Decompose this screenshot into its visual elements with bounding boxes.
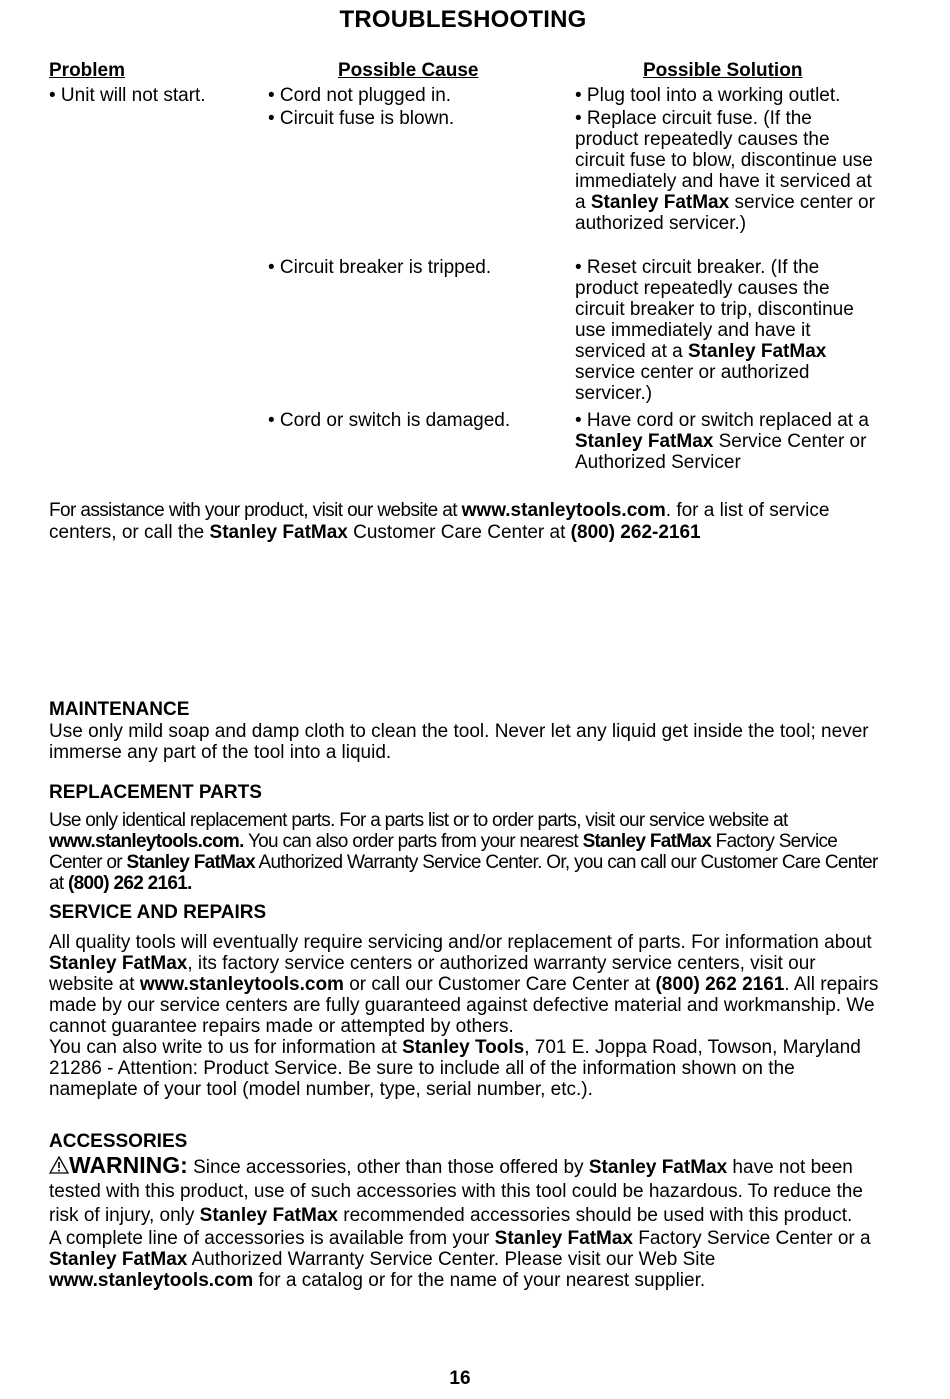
assistance-text: For assistance with your product, visit our website at <box>49 500 462 521</box>
cause-header-word-1: Possible <box>338 60 417 81</box>
website-link[interactable]: www.stanleytools.com. <box>49 831 244 852</box>
brand-name: Stanley FatMax <box>199 1205 338 1226</box>
page-number: 16 <box>449 1368 471 1389</box>
body-text: Authorized Warranty Service Center. Please visit our Web Site <box>187 1249 716 1270</box>
solution-text: • Have cord or switch replaced at a <box>575 410 869 431</box>
brand-name: Stanley FatMax <box>582 831 712 852</box>
body-text: for a catalog or for the name of your nearest supplier. <box>253 1270 706 1291</box>
warning-triangle-icon <box>49 1156 69 1174</box>
solution-cell <box>575 108 875 234</box>
section-heading: SERVICE AND REPAIRS <box>49 902 267 923</box>
solution-text: Service Center or Authorized Servicer <box>575 431 867 473</box>
service-paragraph-1 <box>49 932 879 1037</box>
cause-cell: • Circuit fuse is blown. <box>268 108 455 129</box>
phone-number: (800) 262 2161 <box>655 974 785 995</box>
solution-text: service center or authorized servicer.) <box>575 362 810 404</box>
body-text: A complete line of accessories is available from your <box>49 1228 495 1249</box>
solution-text: • Plug tool into a working outlet. <box>575 85 841 106</box>
brand-name: Stanley Tools <box>402 1037 525 1058</box>
problem-column-header: Problem <box>49 60 126 81</box>
replacement-parts-text <box>49 810 879 894</box>
body-text: Authorized Warranty Service Center. Or, you can call our Customer Care Center at <box>49 852 878 894</box>
section-heading: MAINTENANCE <box>49 699 190 720</box>
brand-name: Stanley FatMax <box>588 1157 728 1178</box>
page-title: TROUBLESHOOTING <box>339 6 587 33</box>
brand-name: Stanley FatMax <box>126 852 256 873</box>
service-repairs-section <box>49 902 879 1100</box>
body-text: You can also order parts from your nearest <box>243 831 583 852</box>
website-link[interactable]: www.stanleytools.com <box>49 1270 254 1291</box>
section-heading: REPLACEMENT PARTS <box>49 782 262 803</box>
assistance-text: . for a list of service centers, or call the <box>49 500 830 543</box>
brand-name: Stanley FatMax <box>688 341 827 362</box>
solution-cell <box>575 257 875 404</box>
assistance-paragraph <box>49 500 879 544</box>
solution-header-word-1: Possible <box>643 60 722 81</box>
body-text: Use only identical replacement parts. For a parts list or to order parts, visit our service website at <box>49 810 788 831</box>
phone-number: (800) 262-2161 <box>570 522 701 543</box>
body-text: , its factory service centers or authorized warranty service centers, visit our website at <box>49 953 816 995</box>
body-text: Factory Service Center or a <box>632 1228 871 1249</box>
body-text: recommended accessories should be used with this product. <box>337 1205 853 1226</box>
cause-cell: • Cord not plugged in. <box>268 85 452 106</box>
problem-cell: • Unit will not start. <box>49 85 206 106</box>
body-text: have not been tested with this product, use of such accessories with this tool could be hazardous. To reduce the risk of injury, only <box>49 1157 863 1226</box>
brand-name: Stanley FatMax <box>209 522 348 543</box>
warning-paragraph <box>49 1153 879 1228</box>
body-text: . All repairs made by our service centers are fully guaranteed against defective material and workmanship. We cannot guarantee repairs made or attempted by others. <box>49 974 879 1037</box>
phone-number: (800) 262 2161. <box>68 873 192 894</box>
website-link[interactable]: www.stanleytools.com <box>461 500 666 521</box>
brand-name: Stanley FatMax <box>590 192 730 213</box>
solution-text: • Replace circuit fuse. (If the product repeatedly causes the circuit fuse to blow, discontinue use immediately and have it serviced at a <box>575 108 873 213</box>
solution-text: service center or authorized servicer.) <box>575 192 875 234</box>
assistance-text: Customer Care Center at <box>347 522 571 543</box>
brand-name: Stanley FatMax <box>49 953 188 974</box>
replacement-parts-section <box>49 782 879 894</box>
brand-name: Stanley FatMax <box>49 1249 188 1270</box>
solution-cell <box>575 410 875 473</box>
body-text: You can also write to us for information at <box>49 1037 403 1058</box>
solution-column-header <box>643 60 802 81</box>
body-text: or call our Customer Care Center at <box>343 974 656 995</box>
body-text: , 701 E. Joppa Road, Towson, Maryland 21286 - Attention: Product Service. Be sure to include all of the information shown on the nameplate of your tool (model number, type, serial number, etc.). <box>49 1037 861 1100</box>
warning-label: WARNING: <box>69 1152 188 1178</box>
solution-header-word-2: Solution <box>726 60 803 81</box>
body-text: Since accessories, other than those offered by <box>187 1157 589 1178</box>
body-text: All quality tools will eventually require servicing and/or replacement of parts. For information about <box>49 932 872 953</box>
cause-cell: • Circuit breaker is tripped. <box>268 257 492 278</box>
brand-name: Stanley FatMax <box>494 1228 633 1249</box>
service-paragraph-2 <box>49 1037 879 1100</box>
website-link[interactable]: www.stanleytools.com <box>139 974 344 995</box>
cause-cell: • Cord or switch is damaged. <box>268 410 511 431</box>
cause-column-header <box>338 60 478 81</box>
brand-name: Stanley FatMax <box>575 431 714 452</box>
maintenance-text: Use only mild soap and damp cloth to clean the tool. Never let any liquid get inside the tool; never immerse any part of the tool into a liquid. <box>49 721 869 763</box>
solution-cell <box>575 85 875 106</box>
accessories-section <box>49 1131 879 1291</box>
solution-text: • Reset circuit breaker. (If the product repeatedly causes the circuit breaker to trip, discontinue use immediately and have it serviced at a <box>575 257 854 362</box>
maintenance-section <box>49 699 879 763</box>
accessories-paragraph <box>49 1228 879 1291</box>
body-text: Factory Service Center or <box>49 831 838 873</box>
section-heading: ACCESSORIES <box>49 1131 188 1152</box>
cause-header-word-2: Cause <box>421 60 479 81</box>
